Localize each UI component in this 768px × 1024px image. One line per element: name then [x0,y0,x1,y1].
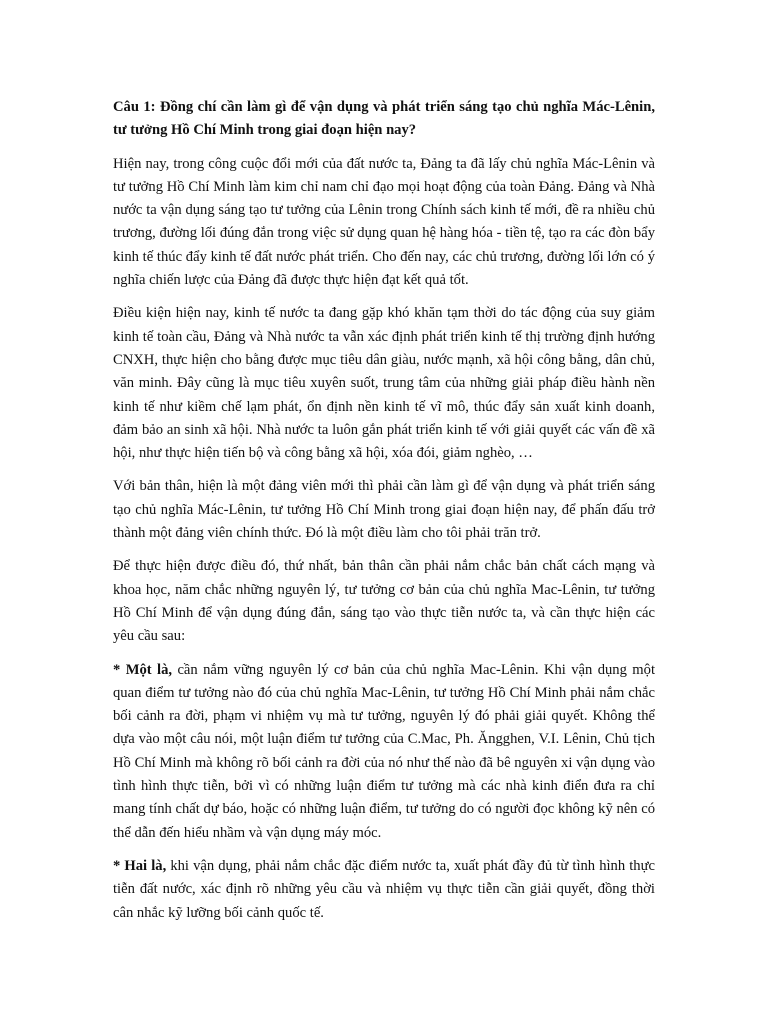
paragraph-text: Để thực hiện được điều đó, thứ nhất, bản thân cần phải nắm chắc bản chất cách mạng và khoa học, năm chắc những nguyên lý, tư tưởng cơ bản của chủ nghĩa Mac-Lênin, tư tưởng Hồ Chí Minh để vận dụng đúng đắn, sáng tạo vào thực tiễn nước ta, và cần thực hiện các yêu cầu sau: [113,558,655,645]
paragraph-self [113,475,655,545]
paragraph-conditions [113,302,655,465]
paragraph-text: Hiện nay, trong công cuộc đổi mới của đất nước ta, Đảng ta đã lấy chủ nghĩa Mác-Lênin và tư tưởng Hồ Chí Minh làm kim chỉ nam chỉ đạo mọi hoạt động của toàn Đảng. Đảng và Nhà nước ta vận dụng sáng tạo tư tưởng của Lênin trong Chính sách kinh tế mới, đề ra nhiều chủ trương, đường lối đúng đắn trong việc sử dụng quan hệ hàng hóa - tiền tệ, tạo ra các đòn bẩy kinh tế thúc đẩy kinh tế đất nước phát triển. Cho đến nay, các chủ trương, đường lối lớn có ý nghĩa chiến lược của Đảng đã được thực hiện đạt kết quả tốt. [113,155,655,289]
paragraph-text: khi vận dụng, phải nắm chắc đặc điểm nước ta, xuất phát đầy đủ từ tình hình thực tiễn đất nước, xác định rõ những yêu cầu và nhiệm vụ thực tiễn cần giải quyết, đồng thời cân nhắc kỹ lưỡng bối cảnh quốc tế. [113,857,655,921]
paragraph-intro [113,153,655,293]
paragraph-requirements [113,555,655,648]
paragraph-text: cần nắm vững nguyên lý cơ bản của chủ nghĩa Mac-Lênin. Khi vận dụng một quan điểm tư tưởng nào đó của chủ nghĩa Mac-Lênin, tư tưởng Hồ Chí Minh phải nắm chắc bối cảnh ra đời, phạm vi nhiệm vụ mà tư tưởng, nguyên lý đó phải giải quyết. Không thể dựa vào một câu nói, một luận điểm tư tưởng của C.Mac, Ph. Ăngghen, V.I. Lênin, Chủ tịch Hồ Chí Minh mà không rõ bối cảnh ra đời của nó như thế nào đã bê nguyên xi vận dụng vào tình hình thực tiễn, bởi vì có những luận điểm tư tưởng mà các nhà kinh điển đưa ra chỉ mang tính chất dự báo, hoặc có những luận điểm, tư tưởng do có người đọc không kỹ nên có thể dẫn đến hiểu nhầm và vận dụng máy móc. [113,661,655,841]
paragraph-text: Điều kiện hiện nay, kinh tế nước ta đang gặp khó khăn tạm thời do tác động của suy giảm kinh tế toàn cầu, Đảng và Nhà nước ta vẫn xác định phát triển kinh tế thị trường định hướng CNXH, thực hiện cho bằng được mục tiêu dân giàu, nước mạnh, xã hội công bằng, dân chủ, văn minh. Đây cũng là mục tiêu xuyên suốt, trung tâm của những giải pháp điều hành nền kinh tế như kiềm chế lạm phát, ổn định nền kinh tế vĩ mô, thúc đẩy sản xuất kinh doanh, đảm bảo an sinh xã hội. Nhà nước ta luôn gắn phát triển kinh tế với giải quyết các vấn đề xã hội, như thực hiện tiến bộ và công bằng xã hội, xóa đói, giảm nghèo, … [113,305,655,462]
paragraph-point-one [113,659,655,845]
question-heading: Câu 1: Đồng chí cần làm gì để vận dụng và phát triển sáng tạo chủ nghĩa Mác-Lênin, tư tưởng Hồ Chí Minh trong giai đoạn hiện nay? [113,99,655,139]
document-page [113,96,655,935]
point-lead: * Hai là, [113,857,167,874]
paragraph-text: Với bản thân, hiện là một đảng viên mới thì phải cần làm gì để vận dụng và phát triển sáng tạo chủ nghĩa Mác-Lênin, tư tưởng Hồ Chí Minh trong giai đoạn hiện nay, để phấn đấu trở thành một đảng viên chính thức. Đó là một điều làm cho tôi phải trăn trở. [113,478,655,542]
point-lead: * Một là, [113,661,173,678]
paragraph-point-two [113,855,655,925]
